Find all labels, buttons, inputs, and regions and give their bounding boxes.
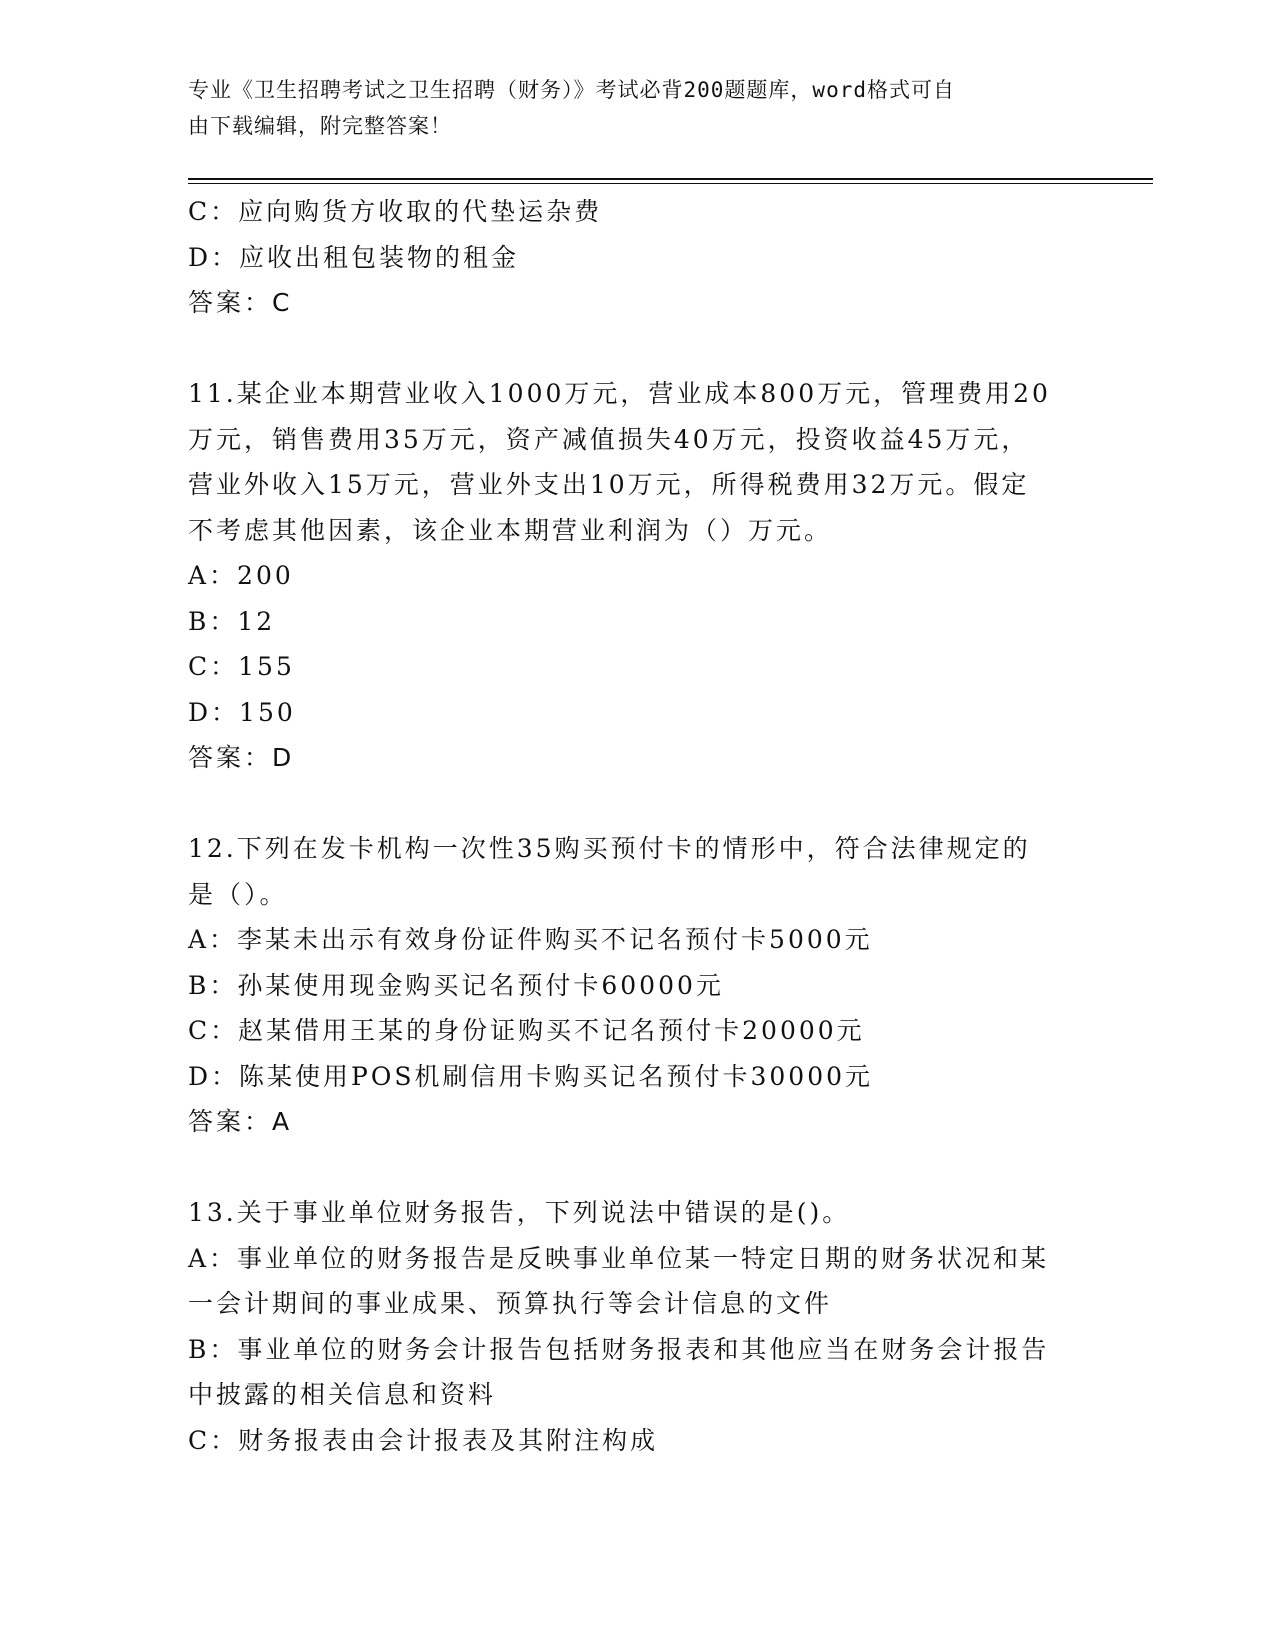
option-a-line: A：事业单位的财务报告是反映事业单位某一特定日期的财务状况和某 xyxy=(188,1243,1050,1273)
question-13 xyxy=(188,1190,1088,1463)
spacer xyxy=(188,781,1088,827)
header-line-1: 专业《卫生招聘考试之卫生招聘（财务）》考试必背200题题库，word格式可自 xyxy=(188,78,955,102)
document-header xyxy=(188,72,1068,144)
option-c: C：应向购货方收取的代垫运杂费 xyxy=(188,197,603,226)
option-a: A：200 xyxy=(188,561,294,590)
option-d: D：应收出租包装物的租金 xyxy=(188,242,520,272)
spacer xyxy=(188,326,1088,372)
header-rule-thick xyxy=(188,178,1153,180)
question-10-tail xyxy=(188,189,1088,326)
option-c: C：赵某借用王某的身份证购买不记名预付卡20000元 xyxy=(188,1016,865,1045)
question-stem-line: 12.下列在发卡机构一次性35购买预付卡的情形中，符合法律规定的 xyxy=(188,834,1031,863)
option-b-line: 中披露的相关信息和资料 xyxy=(188,1380,497,1409)
answer: 答案：A xyxy=(188,1107,293,1136)
question-12 xyxy=(188,826,1088,1145)
option-d: D：陈某使用POS机刷信用卡购买记名预付卡30000元 xyxy=(188,1061,874,1091)
option-b: B：12 xyxy=(188,606,276,636)
question-stem-line: 是（）。 xyxy=(188,879,288,909)
question-stem-line: 13.关于事业单位财务报告，下列说法中错误的是()。 xyxy=(188,1198,851,1227)
option-a: A：李某未出示有效身份证件购买不记名预付卡5000元 xyxy=(188,925,873,954)
question-stem-line: 万元，销售费用35万元，资产减值损失40万元，投资收益45万元， xyxy=(188,424,1030,454)
option-d: D：150 xyxy=(188,697,296,727)
question-stem-line: 11.某企业本期营业收入1000万元，营业成本800万元，管理费用20 xyxy=(188,379,1051,408)
spacer xyxy=(188,1145,1088,1191)
question-stem-line: 不考虑其他因素，该企业本期营业利润为（）万元。 xyxy=(188,515,833,545)
header-line-2: 由下载编辑，附完整答案！ xyxy=(188,114,452,138)
option-c: C：财务报表由会计报表及其附注构成 xyxy=(188,1425,659,1455)
question-11 xyxy=(188,371,1088,781)
option-b: B：孙某使用现金购买记名预付卡60000元 xyxy=(188,970,724,1000)
option-a-line: 一会计期间的事业成果、预算执行等会计信息的文件 xyxy=(188,1289,833,1318)
answer: 答案：C xyxy=(188,288,293,317)
header-rule-thin xyxy=(188,183,1153,184)
answer: 答案：D xyxy=(188,743,295,772)
document-body xyxy=(188,189,1088,1463)
option-c: C：155 xyxy=(188,652,295,681)
question-stem-line: 营业外收入15万元，营业外支出10万元，所得税费用32万元。假定 xyxy=(188,470,1030,499)
option-b-line: B：事业单位的财务会计报告包括财务报表和其他应当在财务会计报告 xyxy=(188,1334,1050,1364)
